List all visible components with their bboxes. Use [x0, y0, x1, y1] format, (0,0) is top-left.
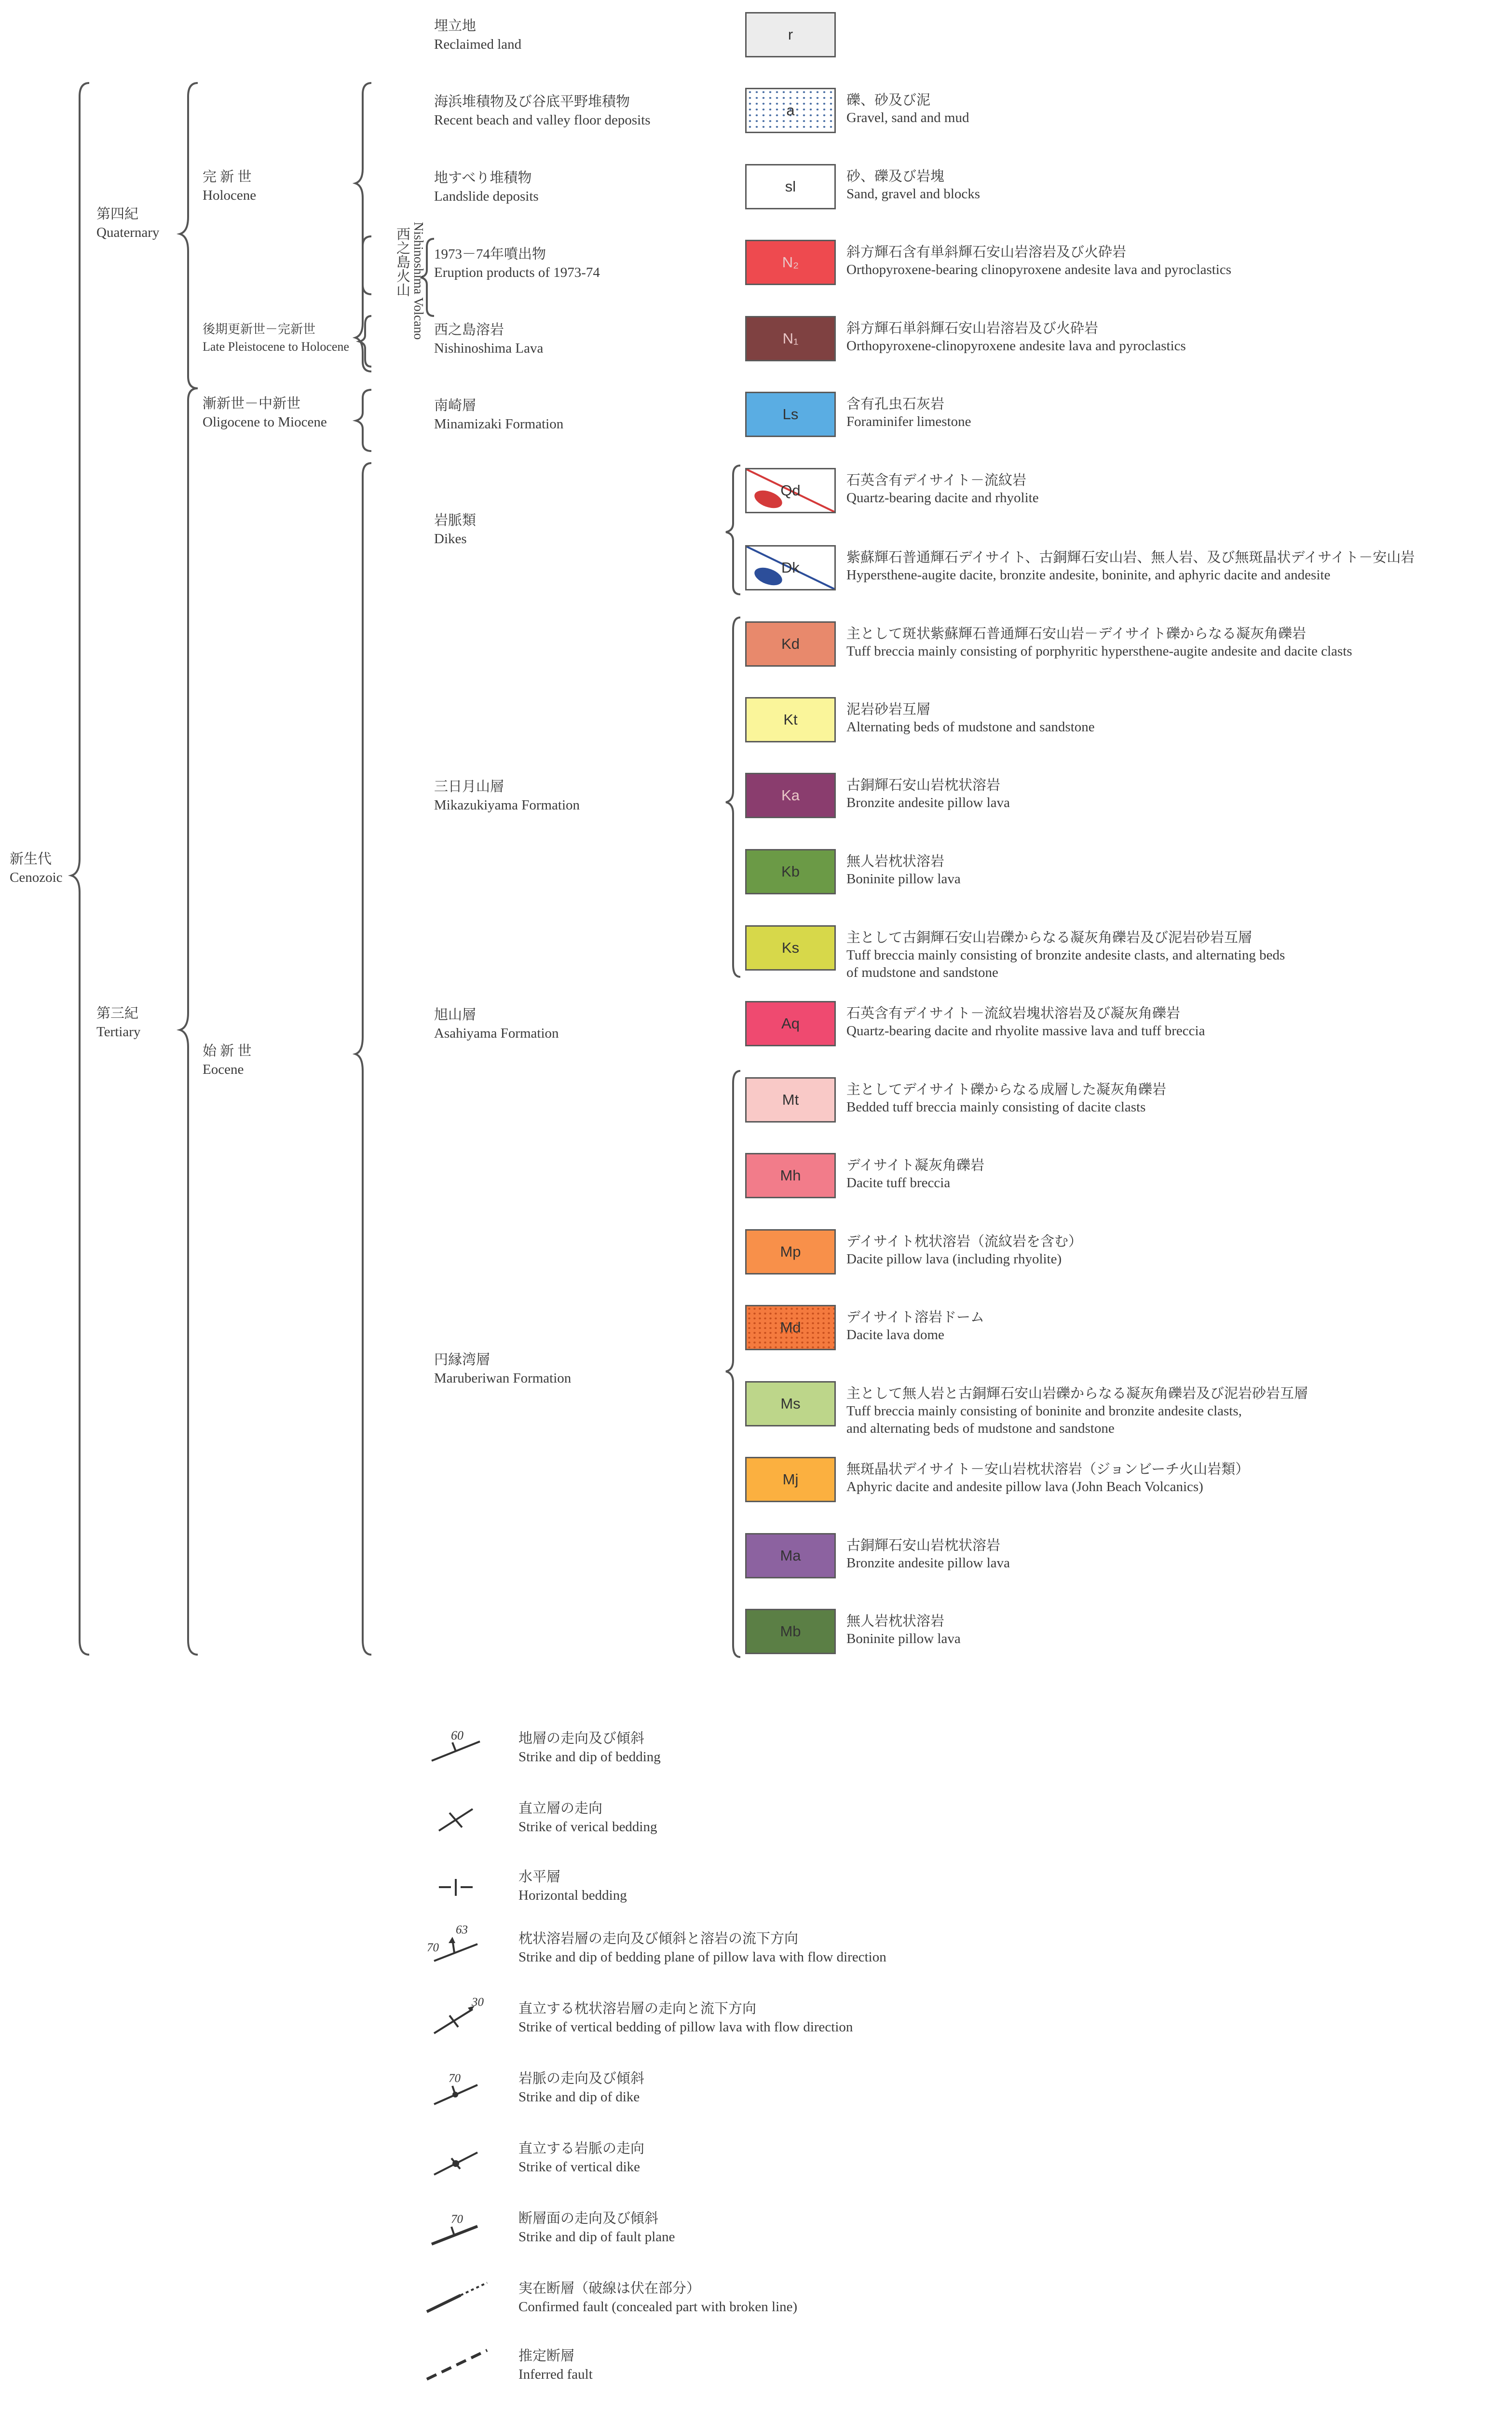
unit-description-19 [846, 1461, 1249, 1495]
unit-description-en: Alternating beds of mudstone and sandstone [846, 719, 1095, 735]
formation-landslide-en: Landslide deposits [434, 189, 539, 204]
unit-description-jp: 主として古銅輝石安山岩礫からなる凝灰角礫岩及び泥岩砂岩互層 [846, 930, 1253, 946]
unit-code: Mj [782, 1471, 799, 1488]
formation-beach-jp: 海浜堆積物及び谷底平野堆積物 [434, 94, 630, 110]
unit-description-en: Hypersthene-augite dacite, bronzite andesite, boninite, and aphyric dacite and andesite [846, 567, 1331, 583]
epoch-eocene-en: Eocene [203, 1062, 244, 1077]
unit-swatch-4 [745, 316, 836, 361]
unit-code: Mt [782, 1091, 799, 1108]
symbol-label-2 [518, 1868, 627, 1905]
formation-mikazukiyama-en: Mikazukiyama Formation [434, 797, 580, 813]
era-cenozoic [10, 850, 63, 887]
unit-code: Ls [782, 406, 799, 423]
period-quaternary-en: Quaternary [96, 225, 160, 240]
formation-eruption [434, 245, 600, 282]
formation-reclaimed-en: Reclaimed land [434, 37, 522, 52]
unit-code: N₂ [782, 254, 799, 271]
formation-dikes-jp: 岩脈類 [434, 513, 477, 528]
unit-description-en: Quartz-bearing dacite and rhyolite [846, 490, 1039, 506]
unit-description-13 [846, 1005, 1205, 1040]
symbol-label-6 [518, 2139, 644, 2176]
symbol-label-4 [518, 2000, 853, 2036]
unit-description-jp: デイサイト枕状溶岩（流紋岩を含む） [846, 1234, 1082, 1249]
formation-asahiyama-jp: 旭山層 [434, 1007, 477, 1023]
unit-description-3 [846, 244, 1231, 278]
vertical-pillow-lava-number: 30 [472, 1996, 484, 2009]
unit-code: r [788, 26, 793, 43]
formation-dikes [434, 511, 476, 548]
unit-description-en2: and alternating beds of mudstone and sandstone [846, 1421, 1115, 1436]
unit-swatch-8 [745, 621, 836, 667]
unit-description-15 [846, 1157, 984, 1192]
formation-nishinoshima-lava-jp: 西之島溶岩 [434, 322, 504, 338]
symbol-label-jp: 推定断層 [518, 2348, 575, 2364]
unit-description-11 [846, 853, 961, 888]
pillow-lava-number-top: 63 [456, 1923, 468, 1936]
formation-maruberiwan-jp: 円縁湾層 [434, 1352, 490, 1368]
unit-description-jp: 斜方輝石単斜輝石安山岩溶岩及び火砕岩 [846, 321, 1099, 336]
unit-description-en: Dacite lava dome [846, 1327, 944, 1343]
formation-dikes-en: Dikes [434, 531, 467, 547]
vertical-bedding-icon [424, 1799, 487, 1838]
unit-description-jp: 含有孔虫石灰岩 [846, 397, 945, 412]
symbol-label-7 [518, 2209, 675, 2246]
unit-swatch-6 [745, 468, 836, 513]
period-quaternary-jp: 第四紀 [96, 206, 139, 222]
symbol-label-jp: 直立する枕状溶岩層の走向と流下方向 [518, 2001, 757, 2016]
symbol-label-en: Strike and dip of bedding plane of pillow lava with flow direction [518, 1949, 886, 1965]
horizontal-bedding-icon [424, 1867, 487, 1905]
unit-description-jp: 礫、砂及び泥 [846, 93, 931, 108]
formation-minamizaki [434, 397, 563, 433]
symbol-label-en: Strike and dip of bedding [518, 1749, 661, 1765]
dike-strike-dip-number: 70 [449, 2072, 461, 2085]
formation-maruberiwan-en: Maruberiwan Formation [434, 1370, 572, 1386]
fault-plane-icon [424, 2209, 487, 2248]
formation-landslide [434, 169, 539, 206]
unit-code: Kt [783, 711, 798, 728]
formation-reclaimed-jp: 埋立地 [434, 18, 477, 34]
unit-swatch-0 [745, 12, 836, 57]
unit-swatch-14 [745, 1077, 836, 1123]
formation-landslide-jp: 地すべり堆積物 [434, 170, 532, 186]
symbol-label-jp: 実在断層（破線は伏在部分） [518, 2281, 701, 2296]
unit-description-en: Quartz-bearing dacite and rhyolite massive lava and tuff breccia [846, 1023, 1205, 1039]
unit-description-en: Dacite tuff breccia [846, 1175, 951, 1191]
unit-description-jp: デイサイト凝灰角礫岩 [846, 1158, 984, 1173]
unit-description-en: Boninite pillow lava [846, 1631, 961, 1646]
unit-description-en: Dacite pillow lava (including rhyolite) [846, 1251, 1062, 1267]
pillow-lava-number-left: 70 [427, 1941, 439, 1954]
confirmed-fault-icon [424, 2277, 487, 2316]
unit-description-en: Tuff breccia mainly consisting of boninite and bronzite andesite clasts, [846, 1403, 1242, 1419]
unit-code: a [786, 102, 795, 119]
unit-description-en: Orthopyroxene-clinopyroxene andesite lava and pyroclastics [846, 338, 1186, 354]
formation-asahiyama [434, 1006, 559, 1042]
unit-code: Kb [781, 863, 800, 880]
unit-description-2 [846, 168, 980, 203]
symbol-label-8 [518, 2279, 797, 2316]
unit-description-en: Foraminifer limestone [846, 414, 971, 429]
period-quaternary [96, 205, 159, 242]
formation-minamizaki-jp: 南崎層 [434, 398, 477, 413]
epoch-holocene-en: Holocene [203, 188, 257, 203]
unit-description-en: Bronzite andesite pillow lava [846, 1555, 1010, 1571]
unit-description-14 [846, 1081, 1166, 1116]
period-tertiary-en: Tertiary [96, 1024, 141, 1040]
unit-swatch-20 [745, 1533, 836, 1578]
unit-description-5 [846, 396, 971, 430]
era-cenozoic-en: Cenozoic [10, 870, 63, 885]
unit-swatch-10 [745, 773, 836, 818]
unit-description-6 [846, 472, 1039, 507]
formation-beach [434, 93, 651, 129]
period-tertiary [96, 1004, 140, 1041]
unit-description-en: Gravel, sand and mud [846, 110, 969, 125]
unit-description-en: Boninite pillow lava [846, 871, 961, 887]
epoch-oligocene-en: Oligocene to Miocene [203, 414, 327, 430]
symbol-label-5 [518, 2069, 644, 2106]
formation-eruption-en: Eruption products of 1973-74 [434, 265, 600, 280]
unit-description-en: Bedded tuff breccia mainly consisting of dacite clasts [846, 1099, 1146, 1115]
unit-code: Ka [781, 787, 800, 804]
unit-description-jp: 古銅輝石安山岩枕状溶岩 [846, 778, 1001, 793]
unit-swatch-3 [745, 240, 836, 285]
volcano-label-jp: 西之島火山 [395, 227, 410, 297]
formation-eruption-jp: 1973－74年噴出物 [434, 247, 546, 262]
vertical-pillow-lava-icon [424, 1997, 487, 2036]
epoch-oligocene [203, 395, 327, 431]
unit-description-jp: 無人岩枕状溶岩 [846, 1614, 945, 1629]
unit-swatch-12 [745, 925, 836, 971]
unit-description-18 [846, 1385, 1308, 1437]
unit-swatch-5 [745, 392, 836, 437]
unit-swatch-7 [745, 545, 836, 590]
volcano-label-en: Nishinoshima Volcano [411, 222, 426, 340]
symbol-label-jp: 岩脈の走向及び傾斜 [518, 2071, 645, 2086]
formation-nishinoshima-lava-en: Nishinoshima Lava [434, 341, 544, 356]
unit-description-jp: 石英含有デイサイト－流紋岩 [846, 473, 1026, 488]
unit-code: Aq [781, 1015, 800, 1032]
formation-asahiyama-en: Asahiyama Formation [434, 1026, 559, 1041]
unit-description-jp: 主として斑状紫蘇輝石普通輝石安山岩－デイサイト礫からなる凝灰角礫岩 [846, 626, 1306, 642]
symbol-label-en: Strike and dip of dike [518, 2089, 640, 2105]
inferred-fault-icon [424, 2344, 487, 2383]
symbol-label-en: Strike and dip of fault plane [518, 2229, 675, 2245]
unit-description-en: Sand, gravel and blocks [846, 186, 981, 202]
epoch-late-pleistocene-jp: 後期更新世－完新世 [203, 322, 316, 336]
unit-code: Ma [780, 1547, 801, 1564]
unit-swatch-15 [745, 1153, 836, 1198]
unit-description-jp: 石英含有デイサイト－流紋岩塊状溶岩及び凝灰角礫岩 [846, 1006, 1180, 1021]
unit-description-jp: 砂、礫及び岩塊 [846, 169, 945, 184]
unit-description-jp: 斜方輝石含有単斜輝石安山岩溶岩及び火砕岩 [846, 245, 1127, 260]
formation-mikazukiyama-jp: 三日月山層 [434, 779, 504, 795]
strike-dip-bedding-number: 60 [451, 1728, 463, 1742]
formation-reclaimed [434, 17, 521, 54]
unit-description-jp: デイサイト溶岩ドーム [846, 1310, 984, 1325]
symbol-label-en: Strike of verical bedding [518, 1819, 657, 1835]
unit-code: Mb [780, 1623, 801, 1640]
symbol-label-3 [518, 1930, 886, 1966]
unit-swatch-1 [745, 88, 836, 133]
unit-description-jp: 紫蘇輝石普通輝石デイサイト、古銅輝石安山岩、無人岩、及び無斑晶状デイサイト－安山岩 [846, 550, 1415, 565]
unit-code: Mh [780, 1167, 801, 1184]
unit-description-en: Bronzite andesite pillow lava [846, 795, 1010, 810]
unit-swatch-2 [745, 164, 836, 209]
unit-code: Qd [780, 482, 801, 499]
unit-description-8 [846, 625, 1352, 660]
unit-description-en: Tuff breccia mainly consisting of porphyritic hypersthene-augite andesite and dacite clasts [846, 644, 1352, 659]
vertical-dike-icon [424, 2142, 487, 2180]
unit-description-jp: 無人岩枕状溶岩 [846, 854, 945, 869]
epoch-late-pleistocene-en: Late Pleistocene to Holocene [203, 340, 349, 354]
epoch-holocene [203, 168, 256, 205]
unit-description-7 [846, 549, 1415, 584]
symbol-label-en: Strike of vertical dike [518, 2159, 640, 2175]
unit-code: N₁ [782, 330, 799, 347]
unit-swatch-9 [745, 697, 836, 742]
unit-description-17 [846, 1309, 984, 1343]
formation-mikazukiyama [434, 778, 580, 814]
strike-dip-bedding-icon [424, 1727, 487, 1766]
symbol-label-jp: 直立層の走向 [518, 1801, 603, 1816]
epoch-eocene [203, 1042, 252, 1079]
epoch-oligocene-jp: 漸新世－中新世 [203, 396, 301, 411]
unit-description-jp: 古銅輝石安山岩枕状溶岩 [846, 1538, 1001, 1553]
unit-description-en: Tuff breccia mainly consisting of bronzite andesite clasts, and alternating beds [846, 947, 1285, 963]
unit-description-jp: 泥岩砂岩互層 [846, 702, 931, 717]
unit-description-en: Orthopyroxene-bearing clinopyroxene andesite lava and pyroclastics [846, 262, 1232, 277]
unit-description-jp: 主として無人岩と古銅輝石安山岩礫からなる凝灰角礫岩及び泥岩砂岩互層 [846, 1386, 1308, 1401]
symbol-label-en: Confirmed fault (concealed part with broken line) [518, 2299, 798, 2315]
unit-description-en2: of mudstone and sandstone [846, 965, 998, 980]
fault-plane-number: 70 [451, 2213, 463, 2226]
unit-code: Md [780, 1319, 801, 1336]
symbol-label-jp: 地層の走向及び傾斜 [518, 1731, 645, 1746]
unit-description-en: Aphyric dacite and andesite pillow lava (John Beach Volcanics) [846, 1479, 1203, 1494]
unit-code: Kd [781, 635, 800, 652]
symbol-label-9 [518, 2347, 593, 2384]
symbol-label-jp: 直立する岩脈の走向 [518, 2141, 645, 2156]
unit-swatch-17 [745, 1305, 836, 1350]
symbol-label-en: Strike of vertical bedding of pillow lava with flow direction [518, 2019, 853, 2035]
unit-description-9 [846, 701, 1095, 736]
formation-minamizaki-en: Minamizaki Formation [434, 416, 564, 432]
formation-nishinoshima-lava [434, 321, 543, 357]
unit-swatch-18 [745, 1381, 836, 1426]
symbol-label-0 [518, 1729, 661, 1766]
unit-description-jp: 無斑晶状デイサイト－安山岩枕状溶岩（ジョンビーチ火山岩類） [846, 1462, 1250, 1477]
pillow-lava-strike-dip-icon [424, 1925, 487, 1963]
unit-code: Mp [780, 1243, 801, 1260]
symbol-label-jp: 断層面の走向及び傾斜 [518, 2211, 659, 2226]
symbol-label-en: Inferred fault [518, 2367, 593, 2382]
unit-code: Ms [780, 1395, 801, 1412]
symbol-label-1 [518, 1799, 657, 1836]
symbol-label-jp: 水平層 [518, 1869, 561, 1885]
unit-swatch-13 [745, 1001, 836, 1046]
unit-description-jp: 主としてデイサイト礫からなる成層した凝灰角礫岩 [846, 1082, 1166, 1097]
unit-swatch-21 [745, 1609, 836, 1654]
unit-description-21 [846, 1613, 961, 1647]
unit-description-1 [846, 92, 969, 126]
unit-code: Dk [781, 559, 800, 576]
unit-description-16 [846, 1233, 1082, 1268]
era-cenozoic-jp: 新生代 [10, 851, 52, 867]
formation-maruberiwan [434, 1351, 571, 1387]
symbol-label-jp: 枕状溶岩層の走向及び傾斜と溶岩の流下方向 [518, 1931, 799, 1946]
epoch-holocene-jp: 完 新 世 [203, 169, 252, 185]
epoch-late-pleistocene [203, 321, 349, 356]
dike-strike-dip-icon [424, 2069, 487, 2108]
unit-code: Ks [781, 939, 800, 956]
unit-swatch-11 [745, 849, 836, 894]
period-tertiary-jp: 第三紀 [96, 1006, 139, 1021]
unit-swatch-19 [745, 1457, 836, 1502]
unit-description-10 [846, 777, 1010, 811]
unit-description-20 [846, 1537, 1010, 1572]
unit-code: sl [785, 178, 796, 195]
formation-beach-en: Recent beach and valley floor deposits [434, 112, 651, 128]
unit-description-12 [846, 929, 1285, 981]
epoch-eocene-jp: 始 新 世 [203, 1043, 252, 1059]
symbol-label-en: Horizontal bedding [518, 1888, 627, 1903]
unit-swatch-16 [745, 1229, 836, 1275]
unit-description-4 [846, 320, 1186, 355]
